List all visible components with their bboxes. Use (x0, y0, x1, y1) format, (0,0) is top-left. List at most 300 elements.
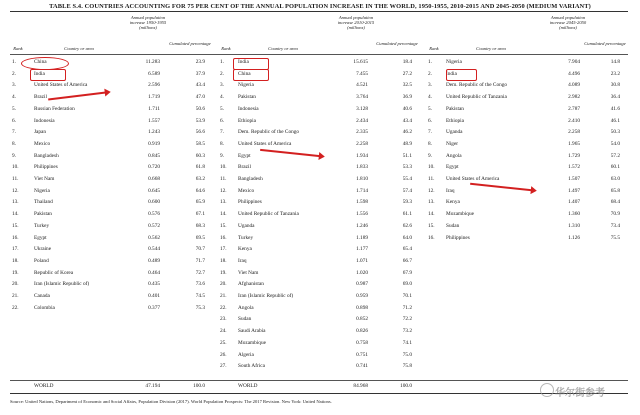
increase-cell: 1.177 (356, 246, 368, 253)
rank-cell: 20. (12, 281, 19, 288)
table-row (0, 291, 640, 301)
country-cell: Canada (34, 293, 50, 299)
country-cell: Colombia (34, 304, 55, 311)
rank-cell: 12. (220, 187, 227, 194)
country-cell: Egypt (446, 164, 459, 171)
increase-cell: 1.507 (568, 176, 580, 182)
table-row (0, 80, 640, 90)
country-cell: India (34, 70, 45, 77)
country-cell: Viet Nam (238, 269, 259, 276)
increase-cell: 0.464 (148, 269, 160, 276)
rank-cell: 25. (220, 339, 227, 346)
table-row (0, 233, 640, 243)
rank-cell: 24. (220, 328, 227, 335)
cumulated-cell: 55.4 (402, 176, 412, 182)
country-cell: Iran (Islamic Republic of) (238, 293, 294, 299)
rank-cell: 14. (220, 211, 227, 218)
increase-cell: 2.787 (568, 105, 580, 112)
increase-cell: 1.572 (568, 164, 580, 171)
increase-cell: 0.898 (356, 304, 368, 311)
header-country: Country or area (268, 46, 298, 51)
country-cell: China (238, 70, 251, 77)
cumulated-cell: 58.5 (195, 140, 205, 147)
highlight-china-2010 (233, 69, 269, 81)
country-cell: Pakistan (34, 211, 52, 218)
cumulated-cell: 68.3 (195, 222, 205, 229)
rank-cell: 11. (428, 176, 435, 182)
country-cell: Uganda (238, 222, 255, 229)
country-cell: India (446, 70, 457, 77)
country-cell: Dem. Republic of the Congo (238, 129, 300, 136)
country-cell: Mexico (34, 140, 51, 147)
rank-cell: 16. (12, 234, 19, 241)
increase-cell: 0.401 (148, 293, 160, 299)
cumulated-cell: 53.9 (195, 117, 205, 124)
country-cell: Sudan (238, 316, 252, 323)
world-label: WORLD (238, 383, 258, 389)
country-cell: Indonesia (34, 117, 55, 124)
country-cell: Saudi Arabia (238, 328, 266, 335)
rank-cell: 15. (12, 222, 19, 229)
cumulated-cell: 66.7 (402, 257, 412, 264)
rank-cell: 3. (428, 82, 432, 89)
cumulated-cell: 74.5 (195, 293, 205, 299)
rank-cell: 26. (220, 351, 227, 358)
table-row (0, 104, 640, 114)
world-increase: 84.968 (353, 383, 368, 389)
table-row (0, 256, 640, 266)
increase-cell: 1.407 (568, 199, 580, 206)
country-cell: Nigeria (34, 187, 50, 194)
increase-cell: 0.576 (148, 211, 160, 218)
country-cell: Nigeria (238, 82, 254, 89)
country-cell: Angola (238, 304, 254, 311)
country-cell: Nigeria (446, 59, 462, 65)
cumulated-cell: 61.8 (195, 164, 205, 171)
increase-cell: 1.497 (568, 187, 580, 194)
cumulated-cell: 47.0 (195, 94, 205, 101)
country-cell: Pakistan (446, 105, 464, 112)
country-cell: Pakistan (238, 94, 256, 101)
country-cell: Mozambique (238, 339, 266, 346)
rank-cell: 6. (12, 117, 16, 124)
rank-cell: 20. (220, 281, 227, 288)
table-row (0, 350, 640, 360)
rank-cell: 13. (428, 199, 435, 206)
cumulated-cell: 67.9 (402, 269, 412, 276)
header-increase: Annual population increase 1950-1955 (millions) (129, 15, 167, 30)
rank-cell: 21. (220, 293, 227, 299)
cumulated-cell: 73.6 (195, 281, 205, 288)
increase-cell: 1.189 (356, 234, 368, 241)
cumulated-cell: 14.8 (610, 59, 620, 65)
country-cell: Ethiopia (238, 117, 256, 124)
country-cell: Turkey (34, 222, 50, 229)
country-cell: Philippines (34, 164, 58, 171)
country-cell: United States of America (446, 176, 500, 182)
country-cell: Iraq (446, 187, 455, 194)
increase-cell: 4.521 (356, 82, 368, 89)
increase-cell: 2.258 (568, 129, 580, 136)
country-cell: Bangladesh (34, 152, 59, 159)
rank-cell: 27. (220, 363, 227, 370)
rank-cell: 22. (220, 304, 227, 311)
highlight-india-2045 (446, 69, 477, 81)
country-cell: Japan (34, 129, 47, 136)
country-cell: United States of America (238, 140, 292, 147)
cumulated-cell: 67.1 (195, 211, 205, 218)
cumulated-cell: 27.2 (402, 70, 412, 77)
rank-cell: 6. (428, 117, 432, 124)
country-cell: Brazil (34, 94, 47, 101)
rank-cell: 17. (12, 246, 19, 253)
increase-cell: 1.965 (568, 140, 580, 147)
increase-cell: 0.741 (356, 363, 368, 370)
country-cell: Indonesia (238, 105, 259, 112)
country-cell: Niger (446, 140, 459, 147)
rank-cell: 4. (220, 94, 224, 101)
cumulated-cell: 75.0 (402, 351, 412, 358)
rank-cell: 13. (12, 199, 19, 206)
increase-cell: 0.645 (148, 187, 160, 194)
header-country: Country or area (64, 46, 94, 51)
increase-cell: 2.596 (148, 82, 160, 89)
world-cumulated: 100.0 (193, 383, 205, 389)
cumulated-cell: 74.1 (402, 339, 412, 346)
country-cell: Sudan (446, 222, 460, 229)
header-rank: Rank (13, 46, 23, 51)
rank-cell: 16. (220, 234, 227, 241)
rank-cell: 22. (12, 304, 19, 311)
country-cell: Ethiopia (446, 117, 464, 124)
table-row (0, 314, 640, 324)
table-row (0, 209, 640, 219)
rank-cell: 7. (220, 129, 224, 136)
cumulated-cell: 73.4 (610, 222, 620, 229)
cumulated-cell: 71.2 (402, 304, 412, 311)
rank-cell: 6. (220, 117, 224, 124)
rank-cell: 3. (220, 82, 224, 89)
country-cell: Philippines (238, 199, 262, 206)
increase-cell: 15.615 (353, 59, 368, 65)
cumulated-cell: 61.1 (402, 211, 412, 218)
table-row (0, 197, 640, 207)
table-row (0, 162, 640, 172)
source-note: Source: United Nations, Department of Economic and Social Affairs, Population Division (2017). World Population Prospects: The 2017 Revision. New York: United Nations. (10, 399, 332, 404)
cumulated-cell: 63.0 (610, 176, 620, 182)
increase-cell: 1.934 (356, 152, 368, 159)
increase-cell: 1.833 (356, 164, 368, 171)
country-cell: Bangladesh (238, 176, 263, 182)
rank-cell: 8. (12, 140, 16, 147)
table-row (0, 139, 640, 149)
cumulated-cell: 72.7 (195, 269, 205, 276)
country-cell: Ukraine (34, 246, 52, 253)
cumulated-cell: 53.3 (402, 164, 412, 171)
table-row (0, 116, 640, 126)
increase-cell: 0.919 (148, 140, 160, 147)
country-cell: Mexico (238, 187, 255, 194)
rank-cell: 4. (12, 94, 16, 101)
world-increase: 47.194 (145, 383, 160, 389)
country-cell: Philippines (446, 234, 470, 241)
rank-cell: 10. (428, 164, 435, 171)
increase-cell: 7.455 (356, 70, 368, 77)
increase-cell: 1.126 (568, 234, 580, 241)
increase-cell: 1.810 (356, 176, 368, 182)
rank-cell: 19. (220, 269, 227, 276)
increase-cell: 1.598 (356, 199, 368, 206)
cumulated-cell: 23.2 (610, 70, 620, 77)
rank-cell: 13. (220, 199, 227, 206)
country-cell: Iran (Islamic Republic of) (34, 281, 90, 288)
rank-cell: 14. (428, 211, 435, 218)
table-row (0, 186, 640, 196)
cumulated-cell: 71.7 (195, 257, 205, 264)
country-cell: South Africa (238, 363, 265, 370)
cumulated-cell: 70.7 (195, 246, 205, 253)
increase-cell: 1.310 (568, 222, 580, 229)
country-cell: Republic of Korea (34, 269, 74, 276)
table-row (0, 338, 640, 348)
cumulated-cell: 75.3 (195, 304, 205, 311)
increase-cell: 1.719 (148, 94, 160, 101)
country-cell: United Republic of Tanzania (238, 211, 299, 218)
rank-cell: 23. (220, 316, 227, 323)
country-cell: Russian Federation (34, 105, 75, 112)
increase-cell: 0.668 (148, 176, 160, 182)
rank-cell: 10. (220, 164, 227, 171)
rank-cell: 7. (428, 129, 432, 136)
cumulated-cell: 30.8 (610, 82, 620, 89)
cumulated-cell: 63.2 (195, 176, 205, 182)
increase-cell: 0.845 (148, 152, 160, 159)
cumulated-cell: 59.3 (402, 199, 412, 206)
rank-cell: 1. (12, 59, 16, 65)
rank-cell: 18. (12, 257, 19, 264)
increase-cell: 1.243 (148, 129, 160, 136)
country-cell: Poland (34, 257, 49, 264)
increase-cell: 0.572 (148, 222, 160, 229)
increase-cell: 1.360 (568, 211, 580, 218)
rank-cell: 5. (220, 105, 224, 112)
country-cell: Egypt (238, 152, 251, 159)
cumulated-cell: 36.4 (610, 94, 620, 101)
rank-cell: 7. (12, 129, 16, 136)
increase-cell: 0.987 (356, 281, 368, 288)
country-cell: Iraq (238, 257, 247, 264)
increase-cell: 7.904 (568, 59, 580, 65)
highlight-india-1950 (30, 69, 66, 81)
rank-cell: 21. (12, 293, 19, 299)
country-cell: Brazil (238, 164, 251, 171)
cumulated-cell: 46.2 (402, 129, 412, 136)
world-cumulated: 100.0 (400, 383, 412, 389)
rank-cell: 10. (12, 164, 19, 171)
cumulated-cell: 37.9 (195, 70, 205, 77)
country-cell: Uganda (446, 129, 463, 136)
table-row (0, 326, 640, 336)
increase-cell: 0.600 (148, 199, 160, 206)
increase-cell: 2.434 (356, 117, 368, 124)
rank-cell: 12. (12, 187, 19, 194)
bottom-rule (10, 393, 628, 394)
rank-cell: 19. (12, 269, 19, 276)
table-row (0, 244, 640, 254)
increase-cell: 0.751 (356, 351, 368, 358)
cumulated-cell: 36.9 (402, 94, 412, 101)
header-cumulated: Cumulated percentage (169, 41, 211, 46)
increase-cell: 0.562 (148, 234, 160, 241)
cumulated-cell: 60.1 (610, 164, 620, 171)
rank-cell: 14. (12, 211, 19, 218)
cumulated-cell: 75.8 (402, 363, 412, 370)
increase-cell: 0.489 (148, 257, 160, 264)
cumulated-cell: 65.8 (610, 187, 620, 194)
cumulated-cell: 43.4 (402, 117, 412, 124)
rank-cell: 11. (12, 176, 19, 182)
rank-cell: 16. (428, 234, 435, 241)
header-cumulated: Cumulated percentage (584, 41, 626, 46)
cumulated-cell: 64.6 (195, 187, 205, 194)
increase-cell: 6.589 (148, 70, 160, 77)
increase-cell: 0.435 (148, 281, 160, 288)
country-cell: India (238, 59, 249, 65)
cumulated-cell: 68.4 (610, 199, 620, 206)
cumulated-cell: 18.4 (402, 59, 412, 65)
country-cell: Kenya (446, 199, 460, 206)
cumulated-cell: 51.1 (402, 152, 412, 159)
cumulated-cell: 57.2 (610, 152, 620, 159)
cumulated-cell: 69.5 (195, 234, 205, 241)
rank-cell: 1. (428, 59, 432, 65)
rank-cell: 15. (220, 222, 227, 229)
cumulated-cell: 50.6 (195, 105, 205, 112)
cumulated-cell: 72.2 (402, 316, 412, 323)
table-row (0, 221, 640, 231)
increase-cell: 0.377 (148, 304, 160, 311)
top-rule (10, 11, 628, 12)
cumulated-cell: 73.2 (402, 328, 412, 335)
rank-cell: 1. (220, 59, 224, 65)
rank-cell: 4. (428, 94, 432, 101)
increase-cell: 1.711 (148, 105, 160, 112)
rank-cell: 8. (428, 140, 432, 147)
increase-cell: 2.410 (568, 117, 580, 124)
increase-cell: 2.335 (356, 129, 368, 136)
watermark-icon (540, 383, 554, 397)
cumulated-cell: 48.9 (402, 140, 412, 147)
country-cell: China (34, 59, 47, 65)
cumulated-cell: 57.4 (402, 187, 412, 194)
rank-cell: 9. (12, 152, 16, 159)
increase-cell: 3.128 (356, 105, 368, 112)
table-row (0, 69, 640, 79)
header-increase: Annual population increase 2045-2050 (millions) (549, 15, 587, 30)
country-cell: Kenya (238, 246, 252, 253)
increase-cell: 0.959 (356, 293, 368, 299)
rank-cell: 12. (428, 187, 435, 194)
cumulated-cell: 23.9 (195, 59, 205, 65)
table-title: TABLE S.4. COUNTRIES ACCOUNTING FOR 75 PER CENT OF THE ANNUAL POPULATION INCREASE IN THE WORLD, 1950-1955, 2010-2015 AND 2045-2050 (MEDIUM VARIANT) (49, 3, 591, 10)
cumulated-cell: 50.3 (610, 129, 620, 136)
cumulated-cell: 70.1 (402, 293, 412, 299)
rank-cell: 9. (428, 152, 432, 159)
cumulated-cell: 54.0 (610, 140, 620, 147)
header-increase: Annual population increase 2010-2015 (millions) (337, 15, 375, 30)
rank-cell: 17. (220, 246, 227, 253)
cumulated-cell: 56.6 (195, 129, 205, 136)
cumulated-cell: 60.3 (195, 152, 205, 159)
increase-cell: 1.729 (568, 152, 580, 159)
rank-cell: 11. (220, 176, 227, 182)
header-rank: Rank (221, 46, 231, 51)
increase-cell: 0.852 (356, 316, 368, 323)
cumulated-cell: 41.6 (610, 105, 620, 112)
rank-cell: 5. (428, 105, 432, 112)
rank-cell: 8. (220, 140, 224, 147)
increase-cell: 1.556 (356, 211, 368, 218)
increase-cell: 2.258 (356, 140, 368, 147)
country-cell: Afghanistan (238, 281, 264, 288)
cumulated-cell: 46.1 (610, 117, 620, 124)
cumulated-cell: 69.0 (402, 281, 412, 288)
country-cell: Egypt (34, 234, 47, 241)
cumulated-cell: 32.5 (402, 82, 412, 89)
rank-cell: 15. (428, 222, 435, 229)
world-label: WORLD (34, 383, 54, 389)
country-cell: United Republic of Tanzania (446, 94, 507, 101)
cumulated-cell: 62.6 (402, 222, 412, 229)
country-cell: Mozambique (446, 211, 474, 218)
cumulated-cell: 75.5 (610, 234, 620, 241)
rank-cell: 2. (220, 70, 224, 77)
rank-cell: 2. (12, 70, 16, 77)
watermark-text: 华尔街参考 (555, 388, 605, 399)
country-cell: United States of America (34, 82, 88, 89)
country-cell: Thailand (34, 199, 53, 206)
increase-cell: 0.758 (356, 339, 368, 346)
header-rank: Rank (429, 46, 439, 51)
cumulated-cell: 65.4 (402, 246, 412, 253)
table-row (0, 279, 640, 289)
increase-cell: 2.982 (568, 94, 580, 101)
increase-cell: 0.826 (356, 328, 368, 335)
increase-cell: 11.283 (145, 59, 160, 65)
table-row (0, 57, 640, 67)
increase-cell: 4.089 (568, 82, 580, 89)
increase-cell: 3.764 (356, 94, 368, 101)
increase-cell: 1.246 (356, 222, 368, 229)
cumulated-cell: 70.9 (610, 211, 620, 218)
table-row (0, 127, 640, 137)
rank-cell: 9. (220, 152, 224, 159)
increase-cell: 0.544 (148, 246, 160, 253)
increase-cell: 1.020 (356, 269, 368, 276)
header-rule (10, 54, 628, 55)
increase-cell: 1.557 (148, 117, 160, 124)
cumulated-cell: 40.6 (402, 105, 412, 112)
country-cell: Algeria (238, 351, 254, 358)
increase-cell: 1.071 (356, 257, 368, 264)
header-cumulated: Cumulated percentage (376, 41, 418, 46)
country-cell: Turkey (238, 234, 254, 241)
rank-cell: 5. (12, 105, 16, 112)
rank-cell: 3. (12, 82, 16, 89)
rank-cell: 18. (220, 257, 227, 264)
table-row (0, 268, 640, 278)
increase-cell: 1.714 (356, 187, 368, 194)
